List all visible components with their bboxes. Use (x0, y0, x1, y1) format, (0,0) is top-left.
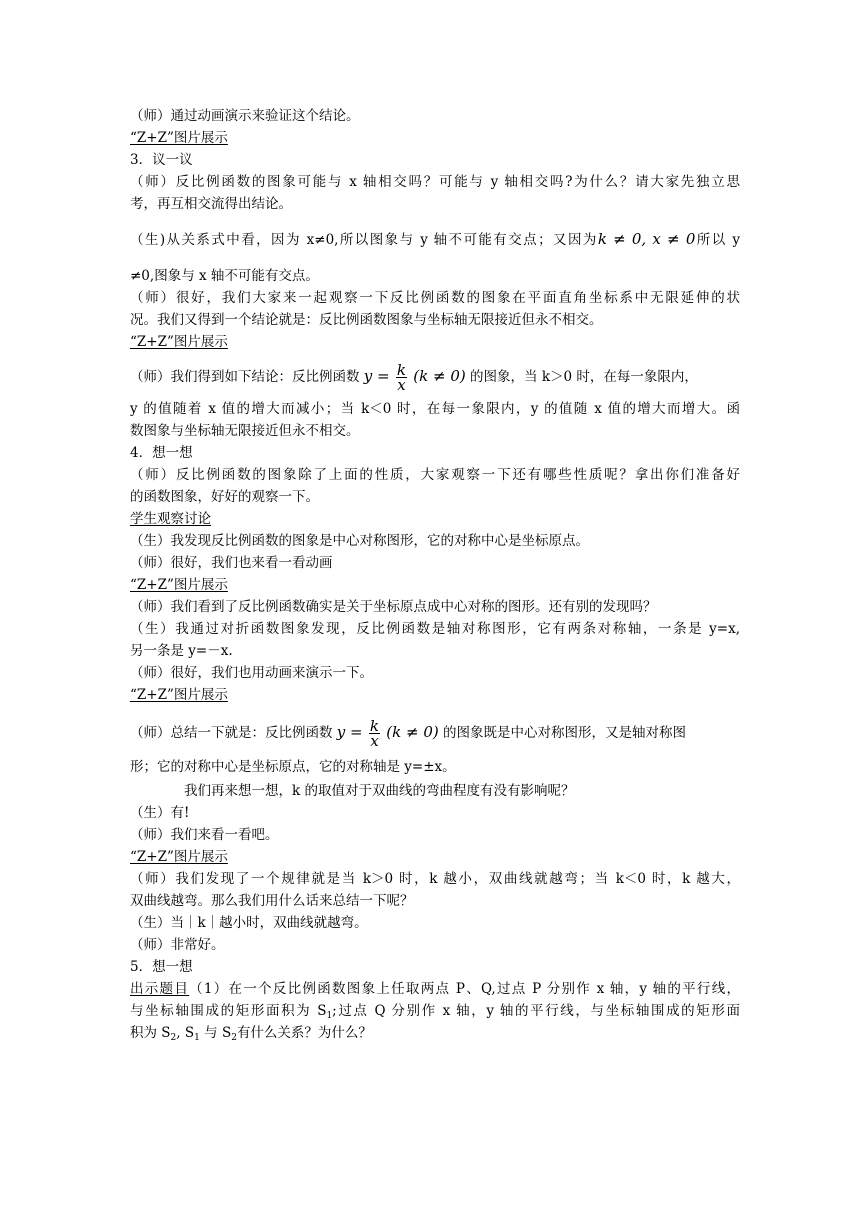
text-line: （师）很好，我们也用动画来演示一下。 (130, 665, 373, 681)
math-condition: k ≠ 0, x ≠ 0 (597, 230, 696, 248)
text-line: 考，再互相交流得出结论。 (130, 196, 292, 212)
text-line: （生）当｜k｜越小时，双曲线就越弯。 (130, 915, 368, 931)
text-line: （师）反比例函数的图象除了上面的性质，大家观察一下还有哪些性质呢？拿出你们准备好 (130, 467, 740, 483)
formula-fraction: $\frac{k}{x}$ (396, 361, 406, 394)
text-line: 的函数图象，好好的观察一下。 (130, 489, 319, 505)
problem-label: 出示题目 (130, 981, 190, 997)
section-label: 学生观察讨论 (130, 511, 211, 527)
formula-lhs: y = (363, 367, 390, 385)
text-line: 况。我们又得到一个结论就是：反比例函数图象与坐标轴无限接近但永不相交。 (130, 312, 603, 328)
text-line: 与坐标轴围成的矩形面积为 $S_1$;过点 Q 分别作 x 轴，y 轴的平行线，与坐标轴围成的矩形面 (130, 1003, 740, 1021)
text-line: 双曲线越弯。那么我们用什么话来总结一下呢？ (130, 893, 414, 909)
section-label: “Z+Z”图片展示 (130, 577, 228, 593)
text-line: 我们再来想一想，k 的取值对于双曲线的弯曲程度有没有影响呢？ (184, 783, 575, 799)
text-line: （师）很好，我们大家来一起观察一下反比例函数的图象在平面直角坐标系中无限延伸的状 (130, 290, 740, 306)
text-line: （师）很好，我们也来看一看动画 (130, 555, 333, 571)
text-line: （师）我们来看一看吧。 (130, 827, 279, 843)
section-label: “Z+Z”图片展示 (130, 849, 228, 865)
text-line-formula: （师）总结一下就是：反比例函数 y = $\frac{k}{x}$ (k ≠ 0) 的图象既是中心对称图形，又是轴对称图 (130, 717, 687, 750)
section-label: “Z+Z”图片展示 (130, 687, 228, 703)
text-line-formula: （师）我们得到如下结论：反比例函数 y = $\frac{k}{x}$ (k ≠ 0) 的图象，当 k＞0 时，在每一象限内， (130, 361, 698, 394)
text-line: （师）反比例函数的图象可能与 x 轴相交吗？可能与 y 轴相交吗?为什么？请大家先独立思 (130, 174, 740, 190)
text-line: （生)从关系式中看，因为 x≠0,所以图象与 y 轴不可能有交点；又因为k ≠ 0, x ≠ 0所以 y (130, 230, 740, 248)
heading: 5．想一想 (130, 959, 193, 975)
formula-fraction: $\frac{k}{x}$ (369, 717, 379, 750)
formula-condition: (k ≠ 0) (386, 723, 439, 741)
text-line: ≠0,图象与 x 轴不可能有交点。 (130, 268, 319, 284)
text-line: 形；它的对称中心是坐标原点，它的对称轴是 y=±x。 (130, 759, 456, 775)
formula-condition: (k ≠ 0) (413, 367, 466, 385)
text-line: （师）通过动画演示来验证这个结论。 (130, 108, 360, 124)
text-line: （师）非常好。 (130, 937, 225, 953)
text-line: （师）我们发现了一个规律就是当 k＞0 时，k 越小，双曲线就越弯；当 k＜0 时，k 越大， (130, 871, 740, 887)
text-line: （师）我们看到了反比例函数确实是关于坐标原点成中心对称的图形。还有别的发现吗？ (130, 599, 657, 615)
text-line: y 的值随着 x 值的增大而减小；当 k＜0 时，在每一象限内，y 的值随 x 值的增大而增大。函 (130, 401, 740, 417)
text-line: 积为 $S_2$, $S_1$ 与 $S_2$有什么关系？为什么？ (130, 1025, 372, 1043)
text-line: 出示题目（1）在一个反比例函数图象上任取两点 P、Q,过点 P 分别作 x 轴，y 轴的平行线， (130, 981, 740, 997)
formula-lhs: y = (336, 723, 363, 741)
section-label: “Z+Z”图片展示 (130, 130, 228, 146)
text-line: 另一条是 y=－x. (130, 643, 233, 659)
section-label: “Z+Z”图片展示 (130, 334, 228, 350)
heading: 3．议一议 (130, 152, 193, 168)
text-line: （生）我通过对折函数图象发现，反比例函数是轴对称图形，它有两条对称轴，一条是 y=x, (130, 621, 740, 637)
text-line: （生）我发现反比例函数的图象是中心对称图形，它的对称中心是坐标原点。 (130, 533, 589, 549)
text-line: （生）有! (130, 805, 190, 821)
heading: 4．想一想 (130, 445, 193, 461)
text-line: 数图象与坐标轴无限接近但永不相交。 (130, 423, 360, 439)
